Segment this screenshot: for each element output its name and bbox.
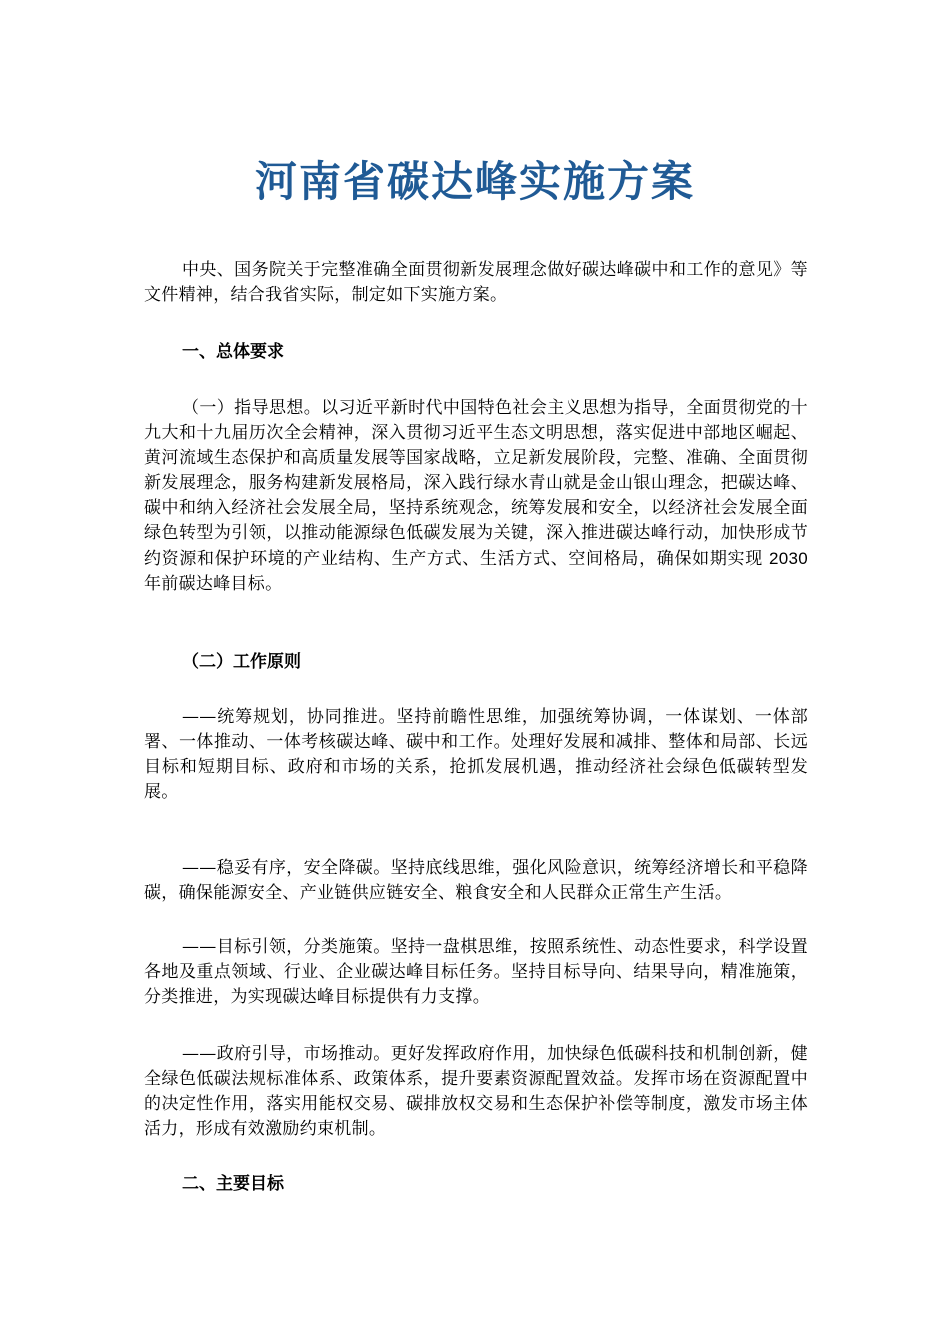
target-year: 2030 [768,549,808,568]
principle-paragraph-1: ——统筹规划，协同推进。坚持前瞻性思维，加强统筹协调，一体谋划、一体部署、一体推动、一体考核碳达峰、碳中和工作。处理好发展和减排、整体和局部、长远目标和短期目标、政府和市场的关系，抢抓发展机遇，推动经济社会绿色低碳转型发展。 [144,707,808,802]
document-title: 河南省碳达峰实施方案 [254,157,695,206]
section-heading-main-targets: 二、主要目标 [182,1174,284,1194]
intro-paragraph: 中央、国务院关于完整准确全面贯彻新发展理念做好碳达峰碳中和工作的意见》等文件精神，结合我省实际，制定如下实施方案。 [144,260,808,305]
work-principles-heading: （二）工作原则 [182,652,301,672]
section-heading-overall-requirements: 一、总体要求 [182,342,284,362]
principle-paragraph-2: ——稳妥有序，安全降碳。坚持底线思维，强化风险意识，统筹经济增长和平稳降碳，确保能源安全、产业链供应链安全、粮食安全和人民群众正常生产生活。 [144,858,808,903]
guiding-thought-text-end: 年前碳达峰目标。 [144,574,283,594]
principle-paragraph-3: ——目标引领，分类施策。坚持一盘棋思维，按照系统性、动态性要求，科学设置各地及重点领域、行业、企业碳达峰目标任务。坚持目标导向、结果导向，精准施策，分类推进，为实现碳达峰目标提供有力支撑。 [144,937,808,1007]
principle-paragraph-4: ——政府引导，市场推动。更好发挥政府作用，加快绿色低碳科技和机制创新，健全绿色低碳法规标准体系、政策体系，提升要素资源配置效益。发挥市场在资源配置中的决定性作用，落实用能权交易、碳排放权交易和生态保护补偿等制度，激发市场主体活力，形成有效激励约束机制。 [144,1044,808,1139]
guiding-thought-paragraph [144,396,808,597]
guiding-thought-text: （一）指导思想。以习近平新时代中国特色社会主义思想为指导，全面贯彻党的十九大和十九届历次全会精神，深入贯彻习近平生态文明思想，落实促进中部地区崛起、黄河流域生态保护和高质量发展等国家战略，立足新发展阶段，完整、准确、全面贯彻新发展理念，服务构建新发展格局，深入践行绿水青山就是金山银山理念，把碳达峰、碳中和纳入经济社会发展全局，坚持系统观念，统筹发展和安全，以经济社会发展全面绿色转型为引领，以推动能源绿色低碳发展为关键，深入推进碳达峰行动，加快形成节约资源和保护环境的产业结构、生产方式、生活方式、空间格局，确保如期实现 [144,398,808,569]
